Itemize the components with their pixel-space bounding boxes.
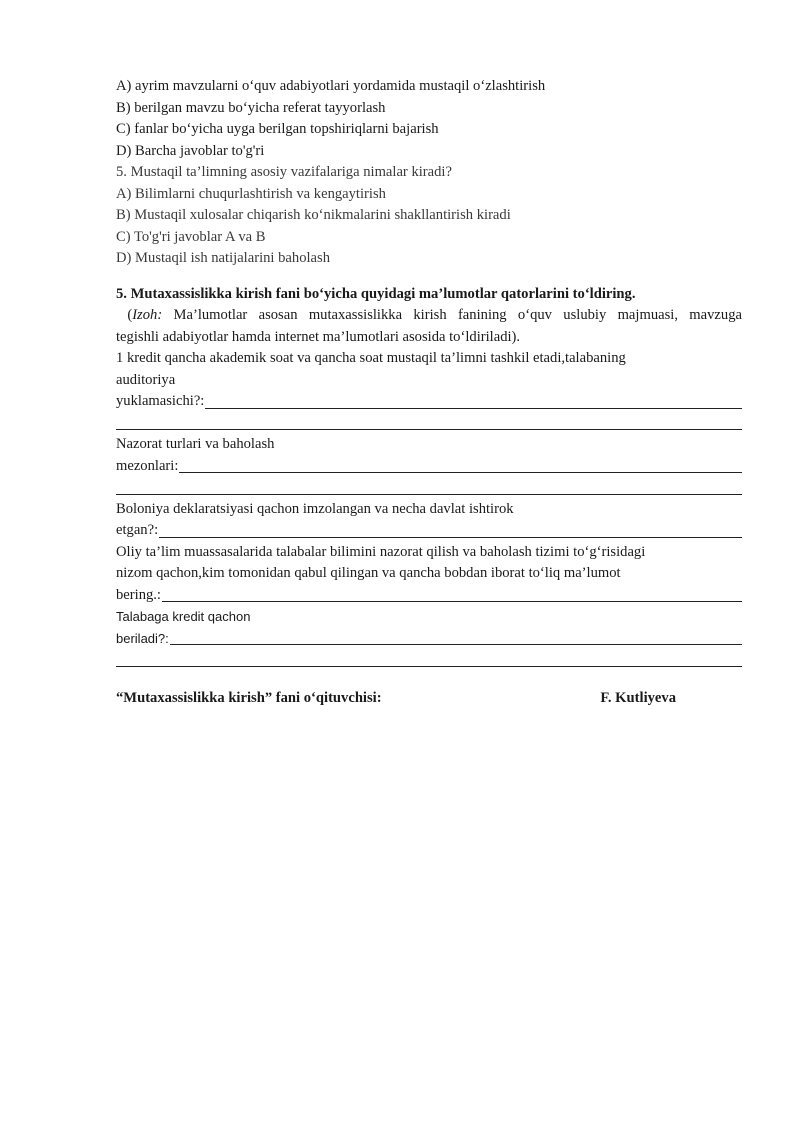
field-2-blank-extra[interactable] bbox=[116, 477, 742, 499]
field-3-answer[interactable] bbox=[116, 520, 742, 542]
task-heading: 5. Mutaxassislikka kirish fani bo‘yicha quyidagi ma’lumotlar qatorlarini to‘ldiring. bbox=[116, 285, 636, 302]
question-5: 5. Mustaqil ta’limning asosiy vazifalariga nimalar kiradi? bbox=[116, 164, 452, 180]
field-2-question-line-1: Nazorat turlari va baholash bbox=[116, 436, 275, 452]
field-5-blank-extra[interactable] bbox=[116, 649, 742, 671]
field-5-answer[interactable] bbox=[116, 628, 742, 650]
option-c: C) fanlar bo‘yicha uyga berilgan topshiriqlarni bajarish bbox=[116, 121, 439, 137]
signature-role: “Mutaxassislikka kirish” fani o‘qituvchisi: bbox=[116, 690, 382, 706]
note-label: Izoh: bbox=[132, 307, 163, 323]
field-5-blank[interactable] bbox=[170, 644, 742, 645]
field-1-blank[interactable] bbox=[205, 408, 742, 409]
signature-block bbox=[116, 688, 676, 710]
field-3-question-line-1: Boloniya deklaratsiyasi qachon imzolangan va necha davlat ishtirok bbox=[116, 500, 514, 517]
field-4-question-line-1: Oliy ta’lim muassasalarida talabalar bilimini nazorat qilish va baholash tizimi to‘g‘risidagi bbox=[116, 543, 646, 560]
field-5-label: beriladi?: bbox=[116, 630, 169, 646]
signature-name: F. Kutliyeva bbox=[600, 690, 676, 706]
option-a: A) Bilimlarni chuqurlashtirish va kengaytirish bbox=[116, 185, 386, 202]
field-2-blank[interactable] bbox=[179, 472, 742, 473]
field-1-blank-extra[interactable] bbox=[116, 413, 742, 435]
field-4-question-line-2: nizom qachon,kim tomonidan qabul qilingan va qancha bobdan iborat to‘liq ma’lumot bbox=[116, 565, 621, 581]
field-4-answer[interactable] bbox=[116, 585, 742, 607]
field-2-label: mezonlari: bbox=[116, 457, 179, 474]
option-d: D) Mustaqil ish natijalarini baholash bbox=[116, 250, 331, 266]
field-1-question-line-2: auditoriya bbox=[116, 371, 176, 388]
option-b: B) Mustaqil xulosalar chiqarish ko‘nikmalarini shakllantirish kiradi bbox=[116, 207, 511, 223]
note-text: Ma’lumotlar asosan mutaxassislikka kirish fanining o‘quv uslubiy majmuasi, mavzuga bbox=[173, 307, 742, 323]
field-3-label: etgan?: bbox=[116, 522, 159, 538]
option-b: B) berilgan mavzu bo‘yicha referat tayyorlash bbox=[116, 99, 386, 116]
field-4-label: bering.: bbox=[116, 586, 161, 603]
task-note-line-2: tegishli adabiyotlar hamda internet ma’lumotlari asosida to‘ldiriladi). bbox=[116, 328, 521, 345]
field-2-answer[interactable] bbox=[116, 456, 742, 478]
field-3-blank[interactable] bbox=[159, 537, 742, 538]
document-body bbox=[116, 76, 742, 671]
option-c: C) To'g'ri javoblar A va B bbox=[116, 228, 266, 245]
option-a: A) ayrim mavzularni o‘quv adabiyotlari yordamida mustaqil o‘zlashtirish bbox=[116, 78, 546, 94]
field-4-blank[interactable] bbox=[162, 601, 742, 602]
field-1-question-line-1: 1 kredit qancha akademik soat va qancha soat mustaqil ta’limni tashkil etadi,talabaning bbox=[116, 350, 626, 366]
option-d: D) Barcha javoblar to'g'ri bbox=[116, 142, 265, 159]
task-note-line-1: (Izoh: Ma’lumotlar asosan mutaxassislikka kirish fanining o‘quv uslubiy majmuasi, mavzuga bbox=[116, 307, 742, 323]
field-5-question-line-1: Talabaga kredit qachon bbox=[116, 609, 251, 624]
field-1-answer[interactable] bbox=[116, 391, 742, 413]
field-1-label: yuklamasichi?: bbox=[116, 393, 205, 409]
